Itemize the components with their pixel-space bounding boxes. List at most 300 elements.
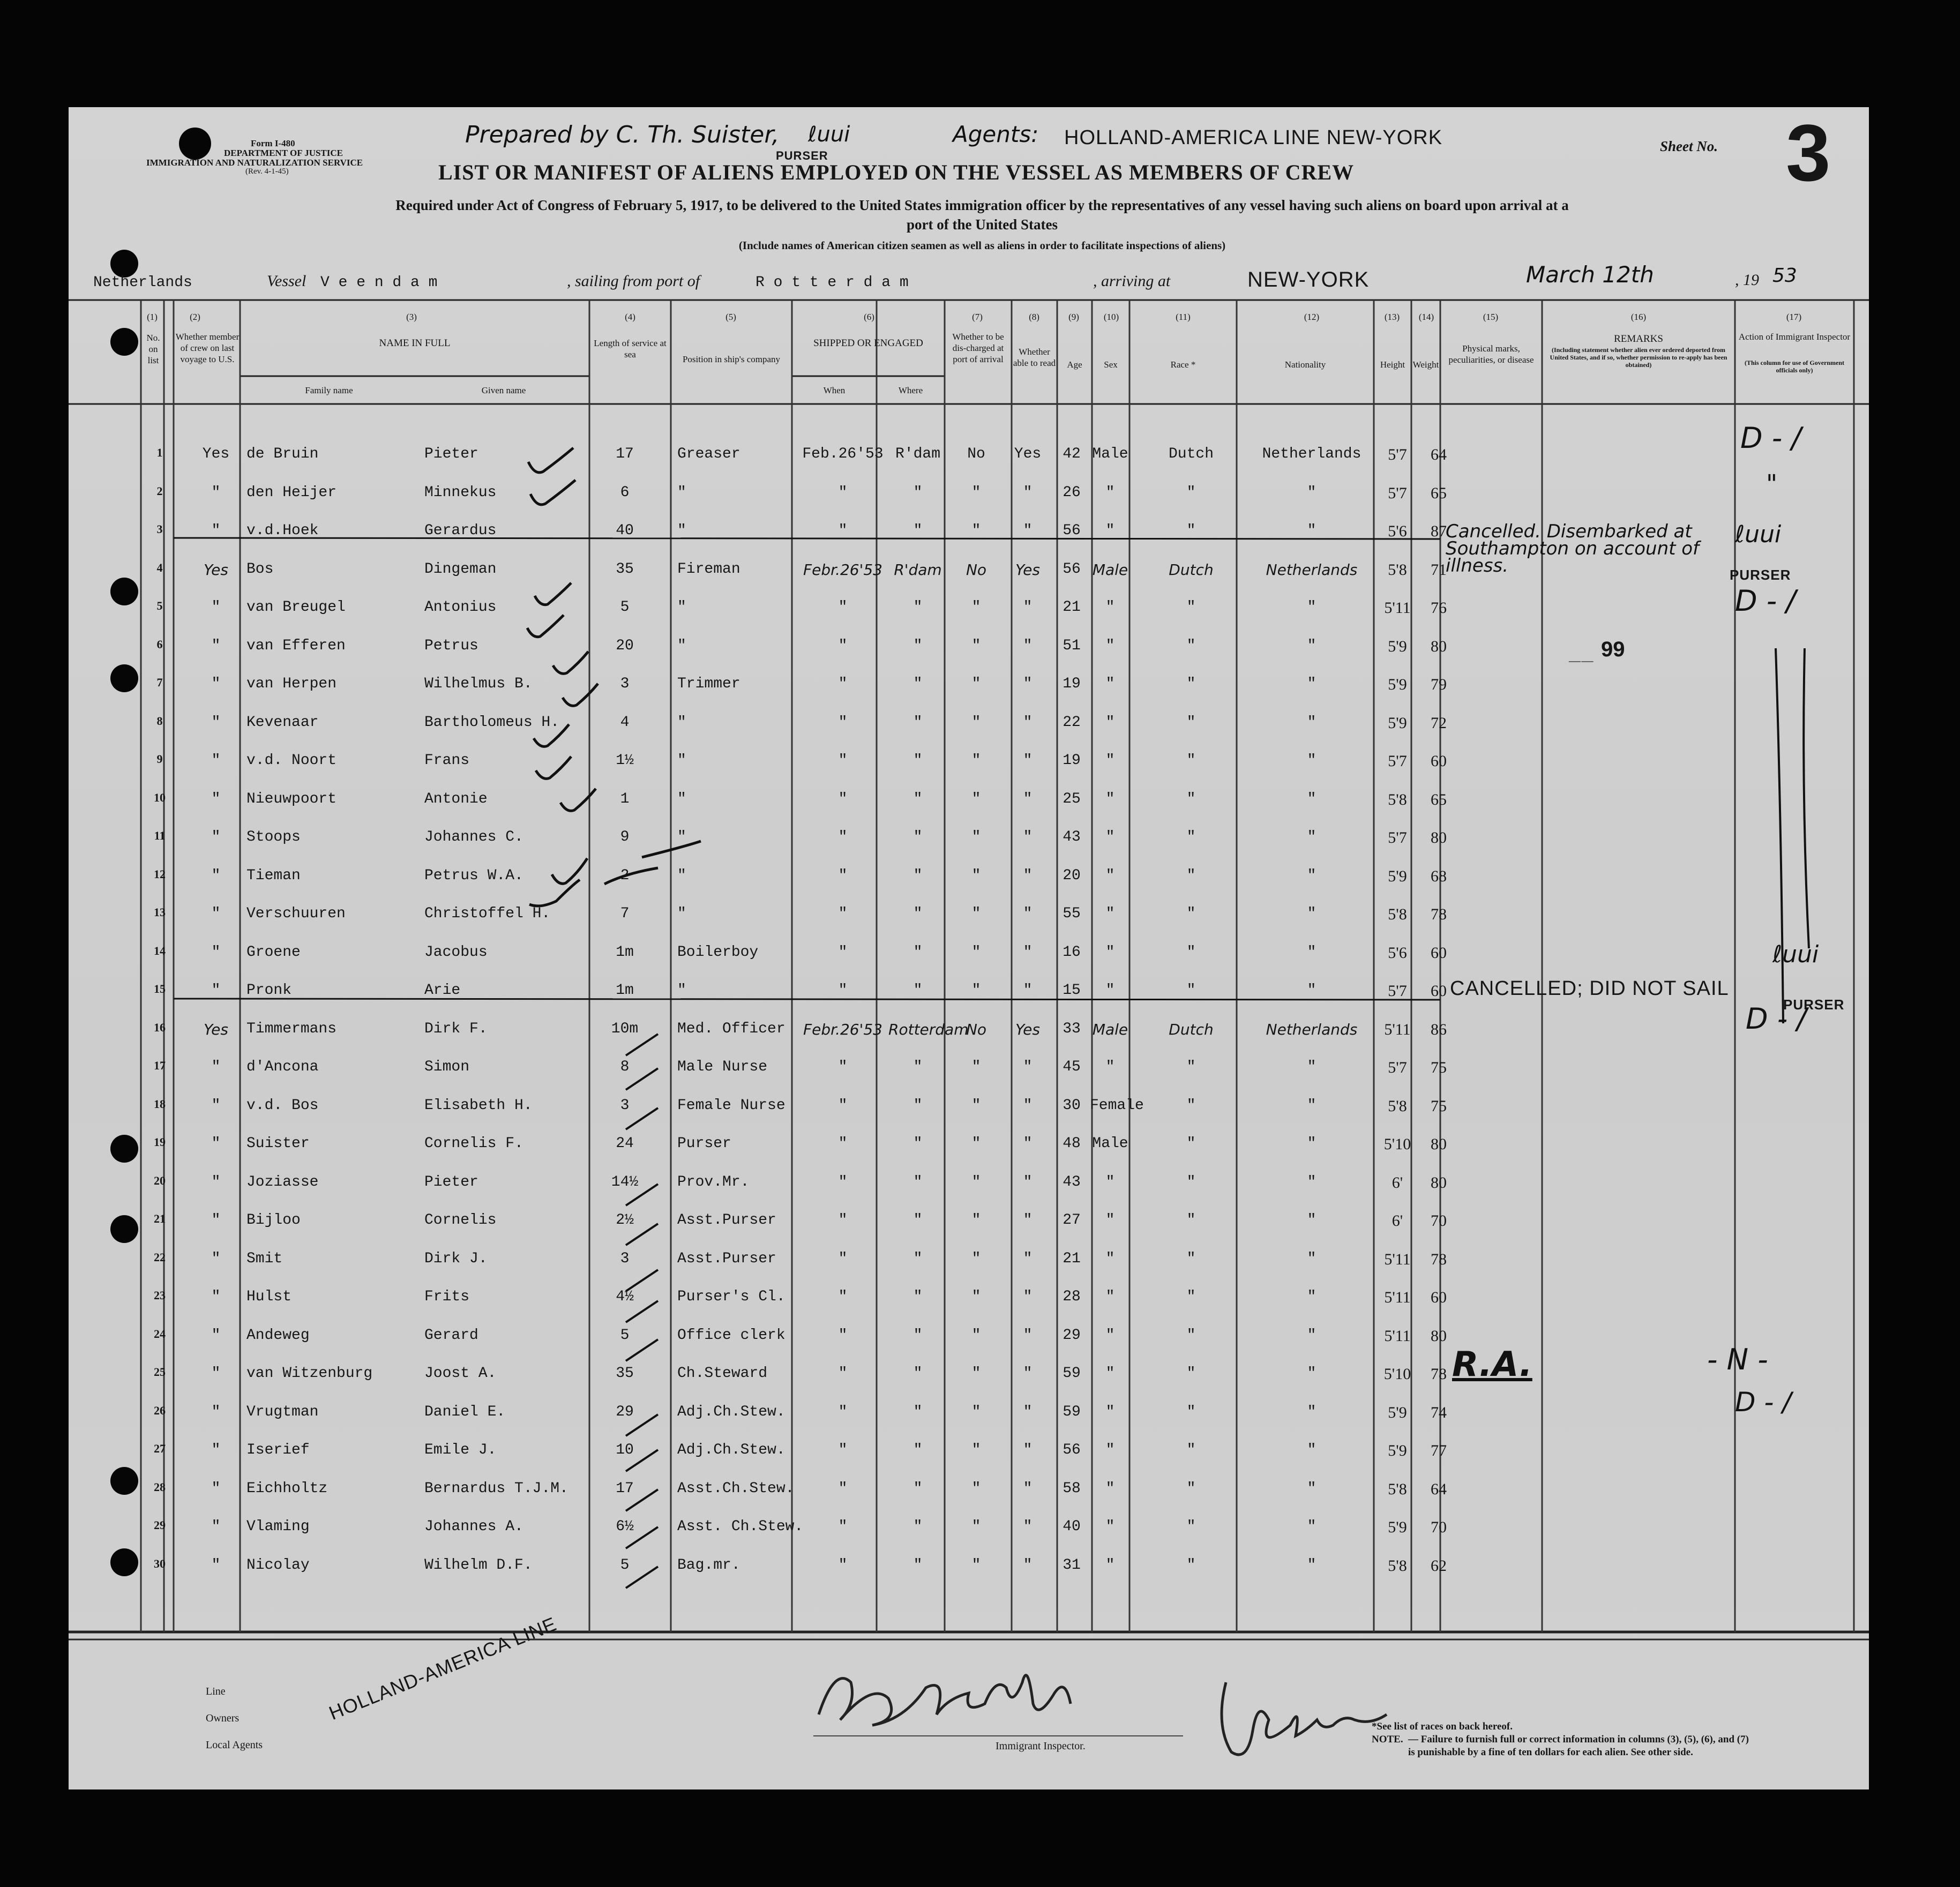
footer-note-text-2: is punishable by a fine of ten dollars for each alien. See other side. (1408, 1747, 1693, 1758)
cell-sex: " (1105, 484, 1115, 501)
cell-crew: " (211, 1442, 221, 1458)
cell-family: Iserief (246, 1442, 310, 1458)
cell-position: Female Nurse (677, 1097, 786, 1114)
cell-height: 5'7 (1388, 829, 1407, 847)
cell-nat: " (1307, 484, 1316, 501)
second-signature (1183, 1661, 1419, 1768)
cell-disch: " (971, 1442, 981, 1458)
cell-nat: " (1307, 752, 1316, 769)
cell-position: Trimmer (677, 676, 740, 692)
cell-race: " (1186, 1556, 1196, 1574)
cell-crew: " (211, 1365, 221, 1382)
cell-length: 7 (620, 905, 630, 922)
cell-no: 10 (154, 790, 166, 804)
cell-no: 6 (156, 637, 163, 651)
vessel-name: V e e n d a m (320, 274, 438, 291)
cell-read: " (1023, 1135, 1033, 1152)
arrival-port: NEW-YORK (1247, 268, 1370, 291)
cell-nat: " (1307, 1289, 1316, 1305)
cell-sex: " (1105, 1289, 1115, 1305)
cell-position: Asst.Ch.Stew. (677, 1480, 795, 1497)
cell-sex: " (1105, 599, 1115, 616)
cell-when: " (838, 1365, 848, 1382)
cell-no: 11 (154, 829, 166, 842)
cell-read: " (1023, 1442, 1033, 1458)
cell-height: 5'11 (1384, 1250, 1411, 1268)
cell-race: " (1186, 1403, 1196, 1420)
cell-given: Dingeman (424, 560, 497, 578)
cell-length: 5 (620, 1556, 630, 1574)
sailing-label: , sailing from port of (567, 272, 700, 290)
col-number-label: (13) (1384, 312, 1400, 322)
col-header-name: NAME IN FULL (379, 338, 451, 349)
cell-weight: 80 (1431, 1135, 1447, 1153)
include-note: (Include names of American citizen seamen as well as aliens in order to facilitate inspections of aliens) (738, 239, 1226, 252)
cell-height: 5'9 (1388, 714, 1407, 732)
cell-when: Febr.26'53 (803, 1020, 882, 1038)
cell-given: Dirk F. (424, 1020, 488, 1037)
remarks-number: 99 (1601, 638, 1625, 661)
cell-family: de Bruin (246, 446, 319, 462)
cell-where: Rotterdam (888, 1020, 969, 1038)
form-department: DEPARTMENT OF JUSTICE (224, 148, 343, 158)
cell-disch: " (971, 1135, 981, 1152)
cell-position: Office clerk (677, 1327, 786, 1344)
cell-nat: " (1307, 1518, 1316, 1535)
cell-disch: " (971, 867, 981, 884)
cell-family: Joziasse (246, 1173, 319, 1190)
cell-age: 15 (1063, 982, 1081, 999)
cell-age: 21 (1063, 599, 1081, 616)
cell-when: " (838, 676, 848, 692)
cell-family: Pronk (246, 982, 292, 999)
cell-disch: " (971, 1327, 981, 1344)
cell-sex: Male (1092, 560, 1128, 579)
action-d1-row16: D - / (1746, 1002, 1807, 1036)
cell-height: 5'7 (1388, 752, 1407, 770)
cell-read: " (1023, 484, 1033, 501)
cell-family: van Breugel (246, 599, 346, 616)
cell-where: " (913, 676, 923, 692)
cell-height: 5'9 (1388, 1442, 1407, 1459)
col-number-label: (8) (1029, 312, 1039, 322)
cell-nat: " (1307, 1556, 1316, 1574)
cell-position: Asst.Purser (677, 1250, 776, 1267)
cell-nat: " (1307, 522, 1316, 539)
cell-crew: " (211, 1173, 221, 1190)
col-number-label: (10) (1103, 312, 1119, 322)
cell-family: Eichholtz (246, 1480, 328, 1497)
cell-where: " (913, 1403, 923, 1420)
cell-race: " (1186, 1212, 1196, 1229)
cell-race: " (1186, 1365, 1196, 1382)
cell-race: Dutch (1169, 560, 1214, 579)
cell-race: " (1186, 714, 1196, 731)
col-header-when: When (823, 385, 846, 395)
cell-family: Stoops (246, 829, 301, 845)
cell-disch: No (966, 1020, 987, 1038)
cell-weight: 60 (1431, 752, 1447, 770)
cell-sex: " (1105, 829, 1115, 845)
cell-given: Wilhelmus B. (424, 676, 533, 692)
cell-no: 12 (154, 867, 166, 881)
cell-nat: Netherlands (1266, 1020, 1358, 1038)
inspector-signature (808, 1656, 1183, 1747)
cell-read: " (1023, 944, 1033, 961)
form-revision: (Rev. 4-1-45) (245, 167, 289, 176)
cell-sex: " (1105, 1250, 1115, 1267)
cell-length: 2 (620, 867, 630, 884)
cell-crew: Yes (202, 446, 230, 462)
cell-height: 5'9 (1388, 1403, 1407, 1421)
cell-read: " (1023, 1480, 1033, 1497)
cell-when: " (838, 1556, 848, 1574)
cell-race: " (1186, 1135, 1196, 1152)
cell-where: " (913, 484, 923, 501)
cell-nat: " (1307, 905, 1316, 922)
cell-height: 6' (1392, 1212, 1403, 1230)
cell-crew: " (211, 752, 221, 769)
col-header-read: Whether able to read (1013, 347, 1056, 368)
cell-crew: " (211, 905, 221, 922)
cell-given: Antonius (424, 599, 497, 616)
cell-age: 22 (1063, 714, 1081, 731)
cell-family: Verschuuren (246, 905, 346, 922)
cell-nat: Netherlands (1262, 446, 1361, 462)
cell-race: " (1186, 1097, 1196, 1114)
cell-height: 5'9 (1388, 867, 1407, 885)
cell-weight: 72 (1431, 714, 1447, 732)
cell-age: 31 (1063, 1556, 1081, 1574)
cell-given: Gerard (424, 1327, 478, 1344)
cell-given: Frans (424, 752, 470, 769)
cell-race: " (1186, 1327, 1196, 1344)
cell-no: 16 (154, 1020, 166, 1034)
cell-sex: " (1105, 982, 1115, 999)
cell-age: 19 (1063, 676, 1081, 692)
cell-age: 48 (1063, 1135, 1081, 1152)
cell-race: " (1186, 484, 1196, 501)
cell-crew: Yes (204, 560, 228, 579)
cell-age: 51 (1063, 637, 1081, 654)
cell-race: " (1186, 522, 1196, 539)
cell-no: 19 (154, 1135, 166, 1149)
cell-age: 33 (1063, 1020, 1081, 1037)
cell-age: 43 (1063, 1173, 1081, 1190)
cell-read: " (1023, 714, 1033, 731)
cell-height: 5'8 (1388, 1097, 1407, 1115)
cell-read: " (1023, 1212, 1033, 1229)
action-d1-row1: D - / (1740, 421, 1801, 455)
col-header-action: Action of Immigrant Inspector (1738, 332, 1851, 342)
cell-read: " (1023, 867, 1033, 884)
cell-position: Bag.mr. (677, 1556, 740, 1574)
cell-sex: " (1105, 867, 1115, 884)
cell-read: " (1023, 1250, 1033, 1267)
cell-no: 23 (154, 1289, 166, 1302)
cell-family: Tieman (246, 867, 301, 884)
cell-position: " (677, 522, 686, 539)
cell-no: 18 (154, 1097, 166, 1111)
col-header-remarks: REMARKS (1614, 333, 1663, 345)
cell-family: Hulst (246, 1289, 292, 1305)
cell-given: Petrus W.A. (424, 867, 523, 884)
cell-length: 3 (620, 1097, 630, 1114)
col-header-age: Age (1067, 360, 1082, 370)
cell-height: 5'6 (1388, 522, 1407, 540)
sheet-label: Sheet No. (1660, 138, 1718, 154)
cell-sex: " (1105, 1059, 1115, 1075)
cell-disch: " (971, 1212, 981, 1229)
cell-disch: " (971, 1556, 981, 1574)
cell-height: 5'10 (1383, 1365, 1411, 1383)
cell-where: " (913, 1480, 923, 1497)
cell-length: 10 (616, 1442, 634, 1458)
cell-weight: 76 (1431, 599, 1447, 617)
cell-family: van Witzenburg (246, 1365, 373, 1382)
cell-family: van Herpen (246, 676, 337, 692)
cell-length: 24 (616, 1135, 634, 1152)
cell-nat: " (1307, 1212, 1316, 1229)
cell-read: " (1023, 1327, 1033, 1344)
col-number-label: (11) (1176, 312, 1191, 322)
cell-race: " (1186, 1059, 1196, 1075)
cell-no: 1 (156, 446, 163, 459)
cell-no: 20 (154, 1173, 166, 1187)
cell-family: Bijloo (246, 1212, 301, 1229)
cell-disch: " (971, 522, 981, 539)
col-header-race: Race * (1170, 360, 1196, 370)
cell-weight: 64 (1431, 1480, 1447, 1498)
cell-no: 4 (156, 560, 163, 574)
purser-signature-2: ℓuui (1772, 941, 1819, 968)
cell-age: 56 (1063, 1442, 1081, 1458)
cell-crew: " (211, 982, 221, 999)
cell-given: Cornelis F. (424, 1135, 523, 1152)
remarks-dash: — — (1569, 654, 1592, 667)
cell-where: R'dam (894, 560, 942, 579)
purser-signature-1: ℓuui (1735, 521, 1782, 548)
cell-where: " (913, 1556, 923, 1574)
cell-age: 29 (1063, 1327, 1081, 1344)
cell-when: " (838, 982, 848, 999)
cell-height: 5'11 (1384, 1327, 1411, 1345)
cell-no: 27 (154, 1442, 166, 1455)
cell-length: 1m (616, 944, 634, 961)
cell-sex: Male (1092, 1135, 1128, 1152)
cell-race: " (1186, 905, 1196, 922)
cell-when: " (838, 1442, 848, 1458)
cell-position: " (677, 484, 686, 501)
cell-length: 29 (616, 1403, 634, 1420)
cell-nat: " (1307, 599, 1316, 616)
cell-weight: 78 (1431, 905, 1447, 923)
cell-nat: " (1307, 829, 1316, 845)
cell-disch: " (971, 1403, 981, 1420)
cell-when: Feb.26'53 (802, 446, 884, 462)
cell-disch: No (967, 446, 985, 462)
footer-owners-label: Owners (206, 1712, 240, 1724)
cell-age: 58 (1063, 1480, 1081, 1497)
cell-sex: " (1105, 944, 1115, 961)
cell-position: " (677, 790, 686, 807)
footer-line-label: Line (206, 1686, 226, 1697)
cell-no: 17 (154, 1059, 166, 1072)
cell-where: " (913, 1097, 923, 1114)
cell-height: 5'8 (1388, 1480, 1407, 1498)
cell-disch: " (971, 1289, 981, 1305)
cell-nat: " (1307, 944, 1316, 961)
col-header-discharged: Whether to be dis-charged at port of arrival (952, 332, 1004, 364)
cell-disch: " (971, 599, 981, 616)
cell-when: " (838, 790, 848, 807)
cell-race: Dutch (1169, 1020, 1214, 1038)
form-title: LIST OR MANIFEST OF ALIENS EMPLOYED ON THE VESSEL AS MEMBERS OF CREW (438, 160, 1355, 184)
cell-height: 5'8 (1388, 560, 1407, 579)
cell-weight: 74 (1431, 1403, 1447, 1421)
cell-race: " (1186, 637, 1196, 654)
cell-position: " (677, 867, 686, 884)
cell-length: 8 (620, 1059, 630, 1075)
cell-read: " (1023, 982, 1033, 999)
col-number-label: (5) (725, 312, 736, 322)
cell-weight: 75 (1431, 1097, 1447, 1115)
cell-no: 29 (154, 1518, 166, 1532)
col-header-family: Family name (305, 385, 353, 395)
cell-length: 35 (616, 560, 634, 578)
cell-length: 5 (620, 1327, 630, 1344)
cell-sex: Male (1092, 1020, 1128, 1038)
cell-weight: 75 (1431, 1059, 1447, 1076)
cell-no: 13 (154, 905, 166, 919)
cell-when: " (838, 1403, 848, 1420)
cell-when: " (838, 944, 848, 961)
cell-disch: " (971, 1097, 981, 1114)
cell-read: " (1023, 1059, 1033, 1075)
cell-when: " (838, 714, 848, 731)
cell-weight: 79 (1431, 676, 1447, 693)
cell-given: Cornelis (424, 1212, 497, 1229)
cell-age: 25 (1063, 790, 1081, 807)
cell-read: " (1023, 676, 1033, 692)
cell-position: Med. Officer (677, 1020, 786, 1037)
cell-where: " (913, 790, 923, 807)
cell-age: 28 (1063, 1289, 1081, 1305)
cell-given: Antonie (424, 790, 488, 807)
cell-family: Smit (246, 1250, 283, 1267)
footer-note-label: NOTE. (1372, 1734, 1403, 1745)
cell-given: Daniel E. (424, 1403, 506, 1420)
col-header-length: Length of service at sea (594, 338, 667, 360)
cell-given: Johannes A. (424, 1518, 523, 1535)
cell-weight: 87 (1431, 522, 1447, 540)
cell-height: 5'9 (1388, 637, 1407, 655)
col-header-physical: Physical marks, peculiarities, or disease (1448, 343, 1534, 365)
cell-length: 17 (616, 446, 634, 462)
cell-height: 6' (1392, 1173, 1403, 1192)
cell-no: 2 (156, 484, 163, 498)
cell-weight: 70 (1431, 1518, 1447, 1536)
cell-family: Timmermans (246, 1020, 337, 1037)
cell-sex: " (1105, 1480, 1115, 1497)
cell-disch: " (971, 982, 981, 999)
cell-weight: 78 (1431, 1365, 1447, 1383)
length-strike-marks (626, 1034, 658, 1588)
purser-stamp-top: PURSER (776, 149, 828, 162)
cell-crew: " (211, 1403, 221, 1420)
cell-no: 9 (156, 752, 163, 766)
cell-given: Wilhelm D.F. (424, 1556, 533, 1574)
cell-disch: " (971, 1365, 981, 1382)
cell-when: " (838, 484, 848, 501)
cell-position: Ch.Steward (677, 1365, 768, 1382)
cell-sex: " (1105, 1556, 1115, 1574)
cell-crew: " (211, 790, 221, 807)
cell-weight: 80 (1431, 637, 1447, 655)
cell-length: 35 (616, 1365, 634, 1382)
cell-age: 16 (1063, 944, 1081, 961)
cancelled-disembarked-note: Cancelled. Disembarked at Southampton on account of illness. (1446, 521, 1700, 576)
manifest-sheet (69, 107, 1869, 1789)
cell-height: 5'8 (1388, 1556, 1407, 1575)
col-header-remarks-note: (Including statement whether alien ever ordered deported from United States, and if so, whether permission to re-apply has been obtained) (1550, 346, 1727, 369)
cell-height: 5'7 (1388, 1059, 1407, 1076)
cell-family: Nieuwpoort (246, 790, 337, 807)
cell-no: 7 (156, 676, 163, 689)
cell-family: v.d. Noort (246, 752, 337, 769)
cell-length: 14½ (611, 1173, 639, 1190)
cell-crew: " (211, 1250, 221, 1267)
cell-given: Dirk J. (424, 1250, 488, 1267)
cell-height: 5'6 (1388, 944, 1407, 962)
cell-where: " (913, 1212, 923, 1229)
cell-where: " (913, 1059, 923, 1075)
cell-given: Bernardus T.J.M. (424, 1480, 568, 1497)
cell-length: 10m (611, 1020, 639, 1037)
cell-nat: " (1307, 1135, 1316, 1152)
col-header-shipped: SHIPPED OR ENGAGED (813, 338, 923, 349)
cell-position: " (677, 752, 686, 769)
prepared-by-handwriting: Prepared by C. Th. Suister, (465, 121, 780, 148)
cell-read: " (1023, 522, 1033, 539)
col-header-weight: Weight (1412, 360, 1439, 370)
cell-family: Nicolay (246, 1556, 310, 1574)
cell-length: 1m (616, 982, 634, 999)
cell-length: 4 (620, 714, 630, 731)
cell-race: " (1186, 829, 1196, 845)
cell-sex: " (1105, 1518, 1115, 1535)
cell-nat: " (1307, 1059, 1316, 1075)
cell-disch: " (971, 1059, 981, 1075)
cell-length: 9 (620, 829, 630, 845)
cell-length: 17 (616, 1480, 634, 1497)
cell-height: 5'9 (1388, 1518, 1407, 1536)
action-ditto-row2: " (1766, 469, 1778, 498)
cell-crew: " (211, 1059, 221, 1075)
cell-height: 5'7 (1388, 982, 1407, 1000)
cell-position: " (677, 905, 686, 922)
cell-nat: " (1307, 982, 1316, 999)
cell-family: v.d. Bos (246, 1097, 319, 1114)
cell-sex: " (1105, 790, 1115, 807)
cell-nat: " (1307, 790, 1316, 807)
cell-weight: 60 (1431, 1289, 1447, 1306)
cell-sex: " (1105, 905, 1115, 922)
cell-height: 5'11 (1384, 599, 1411, 617)
cell-crew: " (211, 637, 221, 654)
cell-read: " (1023, 790, 1033, 807)
footer-local-agents-label: Local Agents (206, 1739, 263, 1751)
